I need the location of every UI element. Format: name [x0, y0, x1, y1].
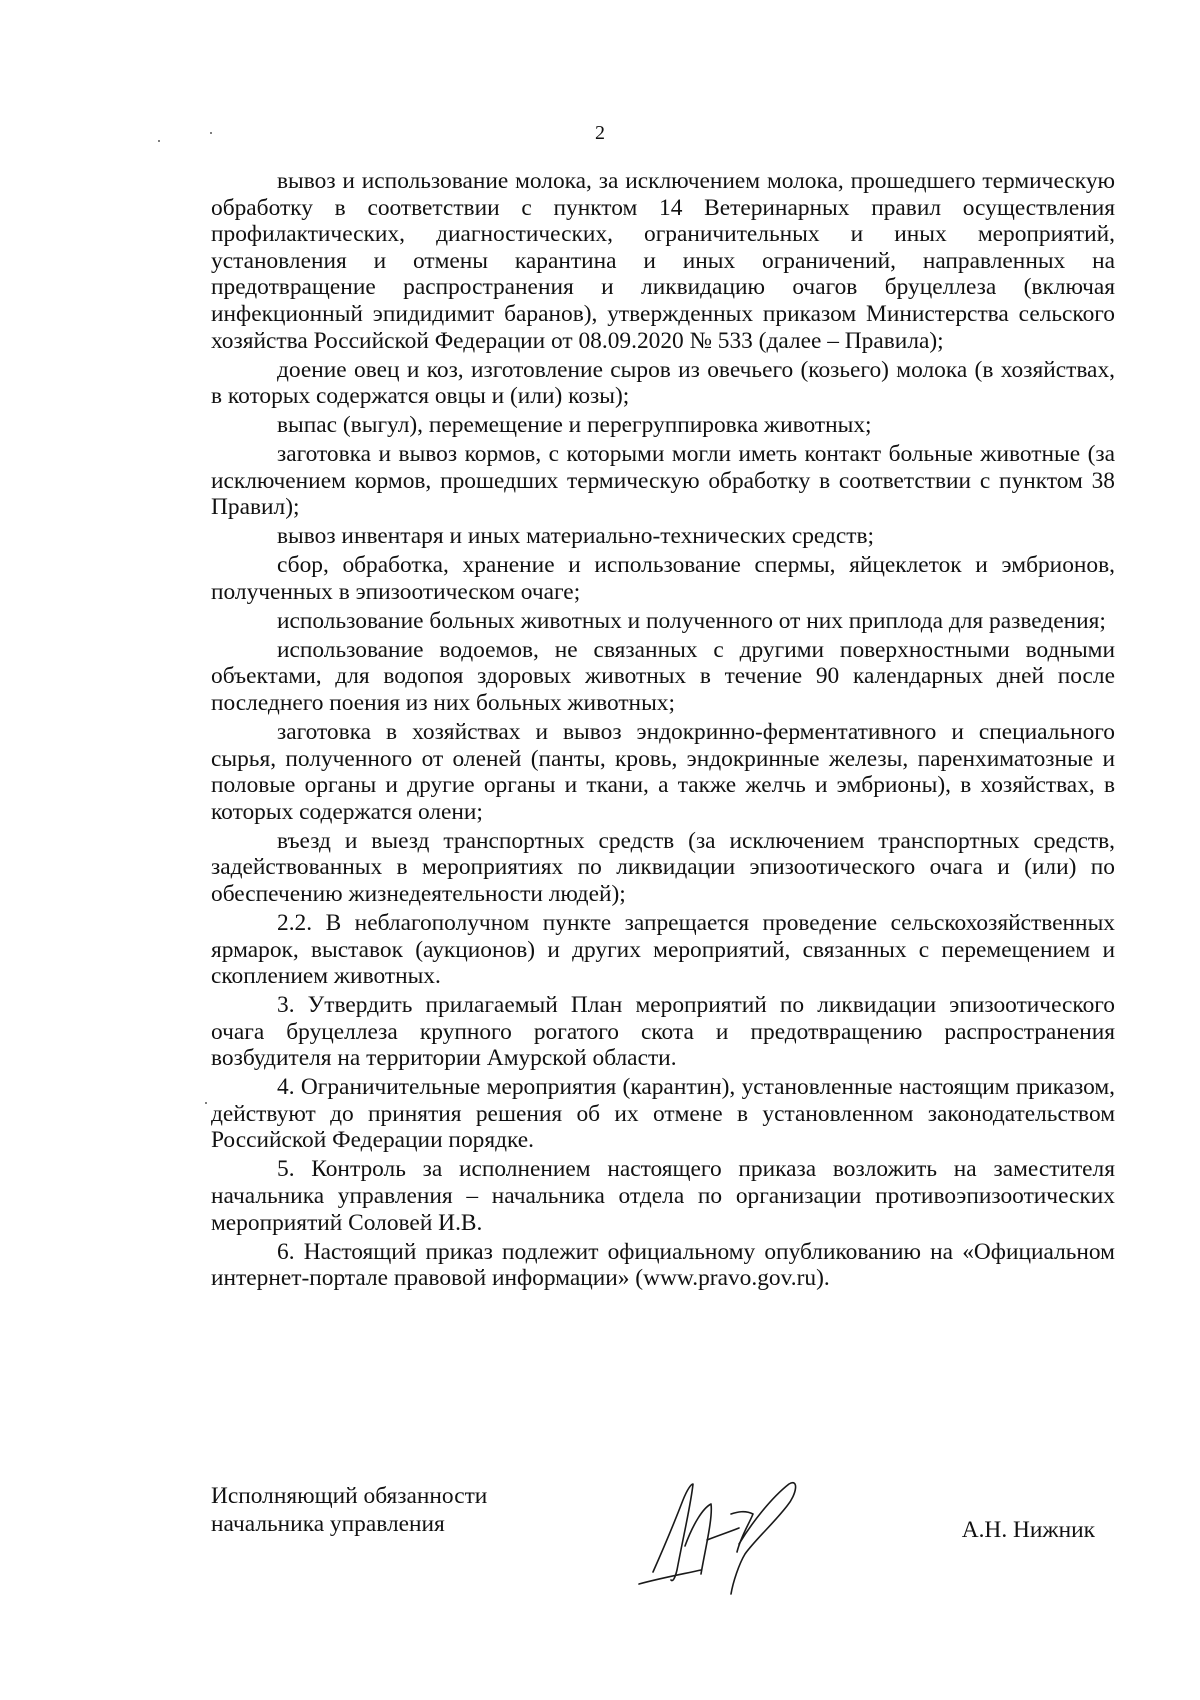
paragraph-deer: заготовка в хозяйствах и вывоз эндокринно-ферментативного и специального сырья, полученного от оленей (панты, кровь, эндокринные железы, паренхиматозные и половые органы и другие органы и ткани, а также желчь и эмбрионы), в хозяйствах, в которых содержатся олени;: [211, 719, 1115, 825]
paragraph-sperm: сбор, обработка, хранение и использование спермы, яйцеклеток и эмбрионов, полученных в эпизоотическом очаге;: [211, 552, 1115, 605]
paragraph-5: 5. Контроль за исполнением настоящего приказа возложить на заместителя начальника управления – начальника отдела по организации противоэпизоотических мероприятий Соловей И.В.: [211, 1156, 1115, 1236]
paragraph-grazing: выпас (выгул), перемещение и перегруппировка животных;: [277, 412, 872, 439]
paragraph-breeding: использование больных животных и полученного от них приплода для разведения;: [277, 607, 1106, 634]
paragraph-water: использование водоемов, не связанных с другими поверхностными водными объектами, для водопоя здоровых животных в течение 90 календарных дней после последнего поения из них больных животных;: [211, 636, 1115, 717]
paragraph-3: 3. Утвердить прилагаемый План мероприятий по ликвидации эпизоотического очага бруцеллеза крупного рогатого скота и предотвращению распространения возбудителя на территории Амурской области.: [211, 992, 1115, 1072]
paragraph-milking: доение овец и коз, изготовление сыров из овечьего (козьего) молока (в хозяйствах, в которых содержатся овцы и (или) козы);: [211, 356, 1115, 410]
paragraph-4: 4. Ограничительные мероприятия (карантин), установленные настоящим приказом, действуют до принятия решения об их отмене в установленном законодательством Российской Федерации порядке.: [211, 1074, 1115, 1154]
handwritten-signature: [621, 1454, 821, 1604]
signature-block: [211, 1482, 1115, 1622]
signatory-name: А.Н. Нижник: [961, 1517, 1095, 1543]
signatory-position-line1: Исполняющий обязанности: [211, 1483, 488, 1509]
paragraph-6: 6. Настоящий приказ подлежит официальному опубликованию на «Официальном интернет-портале правовой информации» (www.pravo.gov.ru).: [211, 1238, 1115, 1292]
scan-speck: [158, 140, 160, 142]
scan-speck: [205, 1102, 207, 1104]
page-number: 2: [595, 122, 605, 144]
document-body: [211, 168, 1115, 1292]
paragraph-milk-export: вывоз и использование молока, за исключением молока, прошедшего термическую обработку в соответствии с пунктом 14 Ветеринарных правил осуществления профилактических, диагностических, ограничительных и иных мероприятий, установления и отмены карантина и иных ограничений, направленных на предотвращение распространения и ликвидацию очагов бруцеллеза (включая инфекционный эпидидимит баранов), утвержденных приказом Министерства сельского хозяйства Российской Федерации от 08.09.2020 № 533 (далее – Правила);: [211, 168, 1115, 354]
paragraph-feed: заготовка и вывоз кормов, с которыми могли иметь контакт больные животные (за исключением кормов, прошедших термическую обработку в соответствии с пунктом 38 Правил);: [211, 441, 1115, 521]
paragraph-vehicles: въезд и выезд транспортных средств (за исключением транспортных средств, задействованных в мероприятиях по ликвидации эпизоотического очага и (или) по обеспечению жизнедеятельности людей);: [211, 827, 1115, 907]
signatory-position-line2: начальника управления: [211, 1511, 445, 1537]
paragraph-inventory: вывоз инвентаря и иных материально-технических средств;: [277, 523, 875, 550]
scan-speck: [210, 132, 212, 134]
paragraph-2-2: 2.2. В неблагополучном пункте запрещается проведение сельскохозяйственных ярмарок, выставок (аукционов) и других мероприятий, связанных с перемещением и скоплением животных.: [211, 909, 1115, 990]
signatory-position: [211, 1482, 571, 1538]
